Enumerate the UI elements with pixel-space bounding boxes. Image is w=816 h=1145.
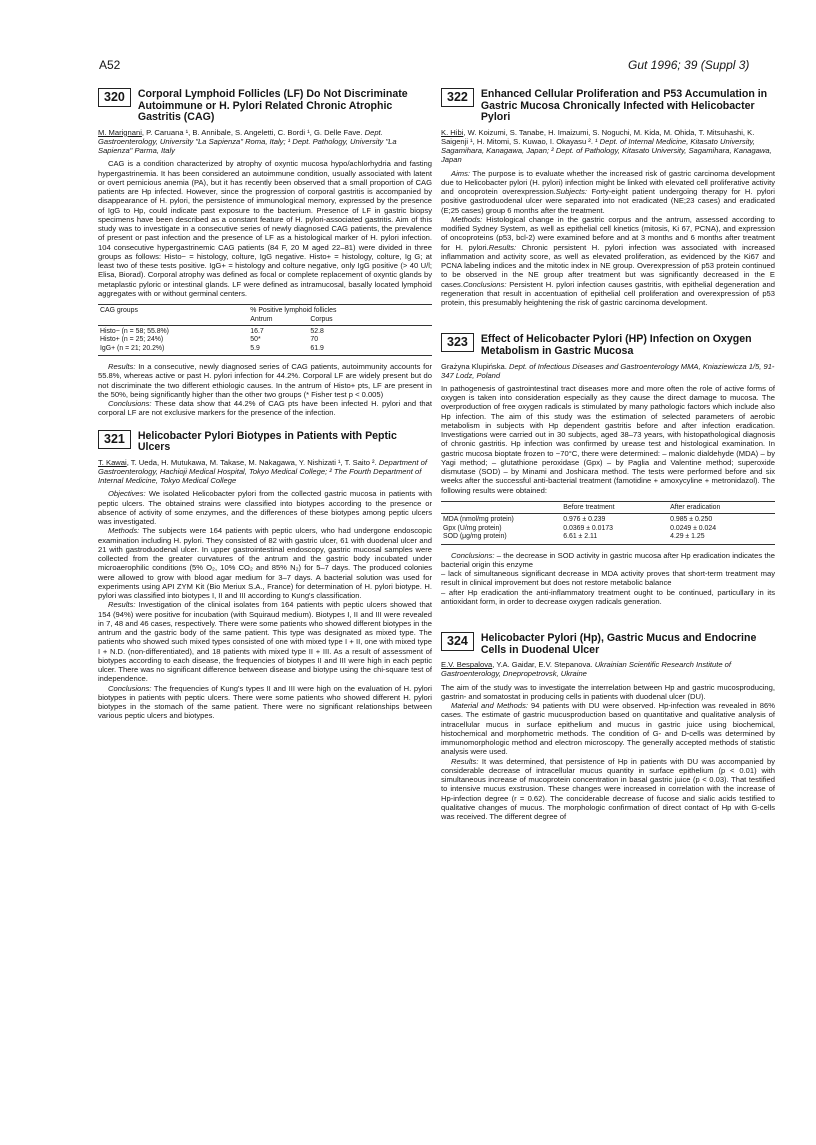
- table-header-blank: [98, 316, 248, 326]
- cell-group: IgG+ (n = 21; 20.2%): [98, 345, 248, 356]
- section-text: These data show that 44.2% of CAG pts have been infected H. pylori and that corporal LF are not exclusive markers for the presence of the infection.: [98, 399, 432, 418]
- table-header-group: CAG groups: [98, 305, 248, 316]
- abstract-number: 321: [98, 430, 131, 449]
- author-line: [441, 128, 775, 165]
- presenting-author: M. Marignani: [98, 127, 142, 137]
- section-label: Results:: [108, 362, 136, 372]
- section-text: Investigation of the clinical isolates from 164 patients with peptic ulcers showed that 154 (94%) were positive for incubation (with Squiraud medium). Biotypes I, II and III were revealed in 7, 48 and 46 cases, respectively. There were some patients who showed different biotypes in the antrum and the gastric body of the same patient. This type was designated as mixed type. The patients who showed such mixed types consisted of one with mixed type I + II, one with mixed type I + N.D. (non-differentiated), and 18 patients with mixed type II + III. As a result of assessment of biotypes according to each disease, the frequencies of biotypes II and III were high in each peptic ulcer. There was no significant difference between disease and biotype using the chi-square test of independence.: [98, 600, 432, 684]
- affiliation: Dept. Gastroenterology, University "La Sapienza" Roma, Italy; ¹ Dept. Pathology, University "La Sapienza" Parma, Italy: [98, 127, 397, 156]
- table-row: [441, 525, 775, 533]
- section-text: Chronic persistent H. pylori infection was associated with increased inflammation and activity score, as well as elevated proliferation, as evidenced by the Ki67 and PCNA labeling indices and the mitotic index in NE group. Overexpression of p53 protein continued to be observed in the NE group after treatment but was significantly decreased in the E cases.: [441, 242, 775, 289]
- table-header-before: Before treatment: [561, 501, 668, 513]
- abstract-number: 323: [441, 333, 474, 352]
- abstract-title: Corporal Lymphoid Follicles (LF) Do Not Discriminate Autoimmune or H. Pylori Related Chronic Atrophic Gastritis (CAG): [137, 88, 408, 124]
- conclusion-item: – lack of simultaneous significant decrease in MDA activity proves that short-term treatment may result in clinical improvement but does not restore metabolic balance: [441, 569, 775, 588]
- table-header-blank: [441, 501, 561, 513]
- abstract-322: [441, 88, 775, 307]
- abstract-header: [441, 333, 775, 357]
- abstract-number: 322: [441, 88, 474, 107]
- abstract-title: Helicobacter Pylori (Hp), Gastric Mucus and Endocrine Cells in Duodenal Ulcer: [480, 632, 757, 656]
- section-label: Conclusions:: [108, 399, 152, 409]
- table-row: [441, 514, 775, 525]
- author-names: , W. Koizumi, S. Tanabe, H. Imaizumi, S. Noguchi, M. Kida, M. Ohida, T. Mitsuhashi, K. Saigenji ¹, H. Mitomi, S. Kuwao, I. Okayasu ².: [441, 127, 755, 146]
- affiliation: Dept. of Infectious Diseases and Gastroenterology MMA, Kniaziewicza 1/5, 91-347 Lodz, Poland: [441, 361, 775, 380]
- results-paragraph: [98, 600, 432, 683]
- cell-before: 0.976 ± 0.239: [563, 516, 606, 524]
- conclusions-paragraph: [98, 399, 432, 418]
- affiliation: Department of Gastroenterology, Hachioji Medical Hospital, Tokyo Medical College; ² The Fourth Department of Internal Medicine, Tokyo Medical College: [98, 457, 427, 486]
- abstract-321: [98, 430, 432, 721]
- section-text: Histological change in the gastric corpus and the antrum, assessed according to modified Sydney System, as well as epithelial cell kinetics (mitosis, Ki 67, PCNA), and expression of oncoproteins (p53, bcl-2) were examined before and at 3 months and 6 months after treatment for H. pylori.: [441, 214, 775, 252]
- results-paragraph: [98, 362, 432, 399]
- section-text: In a consecutive, newly diagnosed series of CAG patients, autoimmunity accounts for 55.8%, whereas active or past H. pylori infection for 44.2%. Corporal LF are widely present but do not discriminate the two different ethiologic causes. In the antrum of Histo+ pts, LF are present in the 50%, being significantly higher than the other two groups (* Fisher test p < 0.005): [98, 362, 432, 399]
- cell-antrum: 5.9: [248, 345, 308, 356]
- cell-corpus: 70: [310, 336, 319, 344]
- abstract-header: [98, 430, 432, 454]
- presenting-author: Grażyna Klupińska.: [441, 361, 507, 371]
- cell-antrum: 16.7: [250, 327, 264, 335]
- journal-citation: Gut 1996; 39 (Suppl 3): [628, 58, 750, 72]
- cell-parameter: SOD (μg/mg protein): [441, 533, 561, 544]
- affiliation: Ukrainian Scientific Research Institute of Gastroenterology, Dnepropetrovsk, Ukraine: [441, 660, 732, 679]
- table-header-antrum: Antrum: [248, 316, 308, 326]
- affiliation: ¹ Dept. of Internal Medicine, Kitasato University, Sagamihara, Kanagawa, Japan; ² Dept. of Pathology, Kitasato University, Sagamihara, Kanagawa, Japan: [441, 136, 772, 165]
- section-label: Results:: [108, 600, 136, 610]
- oxygen-metabolism-table: [441, 501, 775, 545]
- abstract-title: Enhanced Cellular Proliferation and P53 Accumulation in Gastric Mucosa Chronically Infected with Helicobacter Pylori: [480, 88, 768, 124]
- presenting-author: E.V. Bespalova: [441, 660, 493, 670]
- section-label: Methods:: [451, 214, 483, 224]
- left-column: [98, 88, 432, 729]
- conclusions-paragraph: [98, 684, 432, 721]
- section-text: – the decrease in SOD activity in gastric mucosa after Hp eradication indicates the bacterial origin this enzyme: [441, 550, 775, 569]
- section-text: The purpose is to evaluate whether the increased risk of gastric carcinoma development due to Helicobacter pylori (H. pylori) infection might be linked with elevated cell proliferative activity and oncoprotein overexpression.: [441, 168, 775, 197]
- section-label: Conclusions:: [451, 550, 495, 560]
- author-line: [441, 362, 775, 380]
- page-number: A52: [99, 58, 121, 72]
- methods-paragraph: [441, 701, 775, 757]
- author-names: , Y.A. Gaidar, E.V. Stepanova.: [492, 660, 593, 670]
- section-text: We isolated Helicobacter pylori from the collected gastric mucosa in patients with peptic ulcers. The obtained strains were classified into biotypes according to the presence or absence of activity of some enzymes, and the differences of these biotypes among peptic ulcers was investigated.: [98, 489, 432, 527]
- presenting-author: T. Kawai: [98, 457, 127, 467]
- section-label: Conclusions:: [462, 279, 507, 289]
- cell-antrum: 50*: [250, 336, 261, 344]
- author-names: , T. Ueda, H. Mutukawa, M. Takase, M. Nakagawa, Y. Nishizati ¹, T. Saito ².: [126, 457, 377, 467]
- section-text: The subjects were 164 patients with peptic ulcers, who had undergone endoscopic examination including H. pylori. They consisted of 82 with gastric ulcer, 61 with duodenal ulcer and 21 with gastroduodenal ulcer. In upper gastrointestinal endoscopy, gastric mucosal samples were collected from the greater curvatures of the antrum and the gastric body incubated under microaerophilic conditions (5% O₂, 10% CO₂ and 85% N₂) for 5–7 days. The produced colonies were allowed to grow with blood agar medium for 3–7 days. A bacterial solution was used for experiments using API ZYM Kit (Bio Meriux S.A., France) for determination of H. pylori biotype. H. pylori was classified into biotypes I, II and III according to Kung's classification.: [98, 526, 432, 601]
- cell-after: 0.985 ± 0.250: [670, 516, 713, 524]
- section-text: 94 patients with DU were observed. Hp-infection was revealed in 86% cases. The estimate of gastric mucusproduction based on quantitative and qualitative analysis of intracellular mucus in surface epithelium and mucus in gastric juice using biochemical, histochemical and morphometric methods. The condition of G- and D-cells was determined by immunomorphologic method and electron microscopy. The generally accepted methods of statistic analysis were used.: [441, 701, 775, 757]
- section-text: It was determined, that persistence of Hp in patients with DU was accompanied by considerable decrease of intracellular mucus quantity in surface epithelium (p < 0.01) with simultaneous increase of mucoprotein concentration in basal gastric juice (p < 0.03). That testified to intensive mucus exstrusion. These changes were increased in correlation with the increase of Hp-infection degree (r = 0.62). The conciderable decrease of fucose and sialic acids testified to qualitative changes of mucus. The morphologic confirmation of direct contact of Hp with G-cells was received. The different degree of: [441, 756, 775, 822]
- results-paragraph: [441, 757, 775, 822]
- section-label: Material and Methods:: [451, 701, 528, 711]
- cell-group: Histo+ (n = 25; 24%): [100, 336, 164, 344]
- table-row: [98, 345, 432, 356]
- cell-corpus: 61.9: [308, 345, 432, 356]
- objectives-paragraph: [98, 489, 432, 526]
- section-label: Results:: [488, 242, 517, 252]
- abstract-header: [98, 88, 432, 124]
- conclusions-paragraph: [441, 551, 775, 570]
- author-line: [98, 458, 432, 486]
- abstract-title: Effect of Helicobacter Pylori (HP) Infection on Oxygen Metabolism in Gastric Mucosa: [480, 333, 752, 357]
- cell-corpus: 52.8: [310, 327, 324, 335]
- section-text: The frequencies of Kung's types II and III were high on the evaluation of H. pylori biotypes in patients with peptic ulcers. There were some patients who showed different H. pylori biotypes in the stomach of the same patient. There were no significant relationships between various peptic ulcers and biotypes.: [98, 683, 432, 721]
- cell-group: Histo− (n = 58; 55.8%): [100, 327, 169, 335]
- table-header-percent: % Positive lymphoid follicles: [248, 305, 432, 316]
- abstract-title: Helicobacter Pylori Biotypes in Patients with Peptic Ulcers: [137, 429, 397, 454]
- cell-parameter: Gpx (U/mg protein): [443, 524, 502, 532]
- abstract-body: In pathogenesis of gastrointestinal tract diseases more and more often the role of active forms of oxygen is taken into consideration especially as they cause the direct damage to mucosa. The overproduction of free oxygen radicals is stimulated by many pathologic factors which include also Hp infection. The aim of this study was the estimation of selected parameters of aerobic metabolism in subjects with Hp dependent gastritis before and after infection eradication. Investigations were carried out in 30 subjects, aged 38–73 years, with histopathological diagnosis of chronic gastritis. Hp infection was confirmed by urease test and histological examination. In gastric mucosa bioptate frozen to −70°C, there were determined: – malonic dialdehyde (MDA) – by Yagi method; – glutathione peroxidase (Gpx) – by Paglia and Valentine method; superoxide dismutase (SOD) – by Minami and Joshicara method. The tests were performed before and six weeks after the successful anti-bacterial treatment (famotidine + amoxycyline + metronidazol). The following results were obtained:: [441, 383, 775, 495]
- section-label: Objectives:: [108, 489, 146, 499]
- abstract-body: CAG is a condition characterized by atrophy of oxyntic mucosa hypo/achlorhydria and fasting hypergastrinemia. It has been considered an autoimmune condition, usually associated with latent or overt pernicious anemia (PA), but it has recently been observed that a small proportion of CAG patients are Hp infected. However, since the progression of corporal gastritis is accompanied by disappearance of H. pylori, the persistence of immunological memory, expressed by the presence of IgG to Hp, could indicate past exposure to the bacterium. Presence of LF in gastric biopsy specimens have been described as a constant feature of H. pylori-associated gastritis. Aim of this study was to investigate in a consecutive series of newly diagnosed CAG patients, the prevalence of present or past infection and the presence of LF as a histological marker of H. pylori infection. 104 consecutive hypergastrinemic CAG patients (84 F, 20 M aged 22–81) were divided in three groups as follows: Histo− = histology, colture, IgG negative. Histo+ = histology, colture, Ig G; at least two of these tests positive. IgG+ = histology and colture negative, only IgG positive (> 40 U/l; Elisa, Biorad). Corporal atrophy was defined as focal or complete replacement of oxyntic glands by metaplastic pyloric or intestinal glands. LF were defined as intramucosal, basally located lymphoid aggregates with or without germinal centers.: [98, 159, 432, 298]
- right-column: [441, 88, 775, 829]
- section-label: Methods:: [108, 526, 140, 536]
- cell-after: 4.29 ± 1.25: [668, 533, 775, 544]
- author-line: [98, 128, 432, 156]
- methods-paragraph: [441, 215, 775, 308]
- cell-parameter: MDA (nmol/mg protein): [443, 516, 514, 524]
- intro-paragraph: The aim of the study was to investigate the interrelation between Hp and gastric mucosproducing, gastrin- and somatostat in producing cells in patients with duodenal ulcer (DU).: [441, 682, 775, 701]
- section-label: Results:: [451, 756, 479, 766]
- table-header-after: After eradication: [668, 501, 775, 513]
- lymphoid-follicles-table: [98, 304, 432, 356]
- section-label: Aims:: [451, 168, 470, 178]
- section-text: Persistent H. pylori infection causes gastritis, with epithelial degeneration and regeneration that result in accentuation of epithelial cell proliferation and overexpression of p53 protein, this presumably heightening the risk of gastric carcinoma development.: [441, 279, 775, 308]
- section-label: Subjects:: [555, 187, 588, 197]
- abstract-number: 320: [98, 88, 131, 107]
- author-line: [441, 660, 775, 678]
- cell-before: 0.0369 ± 0.0173: [563, 524, 613, 532]
- cell-before: 6.61 ± 2.11: [561, 533, 668, 544]
- aims-paragraph: [441, 169, 775, 215]
- abstract-header: [441, 632, 775, 656]
- table-row: [98, 336, 432, 344]
- presenting-author: K. Hibi: [441, 127, 464, 137]
- abstract-323: [441, 333, 775, 606]
- table-row: [98, 325, 432, 336]
- author-names: , P. Caruana ¹, B. Annibale, S. Angeletti, C. Bordi ¹, G. Delle Fave.: [141, 127, 363, 137]
- abstract-320: [98, 88, 432, 418]
- cell-after: 0.0249 ± 0.024: [670, 524, 717, 532]
- abstract-number: 324: [441, 632, 474, 651]
- abstract-header: [441, 88, 775, 124]
- table-header-corpus: Corpus: [308, 316, 432, 326]
- table-row: [441, 533, 775, 544]
- abstract-324: [441, 632, 775, 821]
- conclusion-item: – after Hp eradication the anti-inflammatory treatment ought to be continued, particullary in its antioxidant form, in order to decrease oxygen radicals generation.: [441, 587, 775, 606]
- section-text: Forty-eight patient undergoing therapy for H. pylori positive gastroduodenal ulcer were separated into not eradicated (NE;23 cases) and eradicated (E;25 cases) group 6 months after the treatment.: [441, 187, 775, 215]
- methods-paragraph: [98, 526, 432, 600]
- section-label: Conclusions:: [108, 683, 152, 693]
